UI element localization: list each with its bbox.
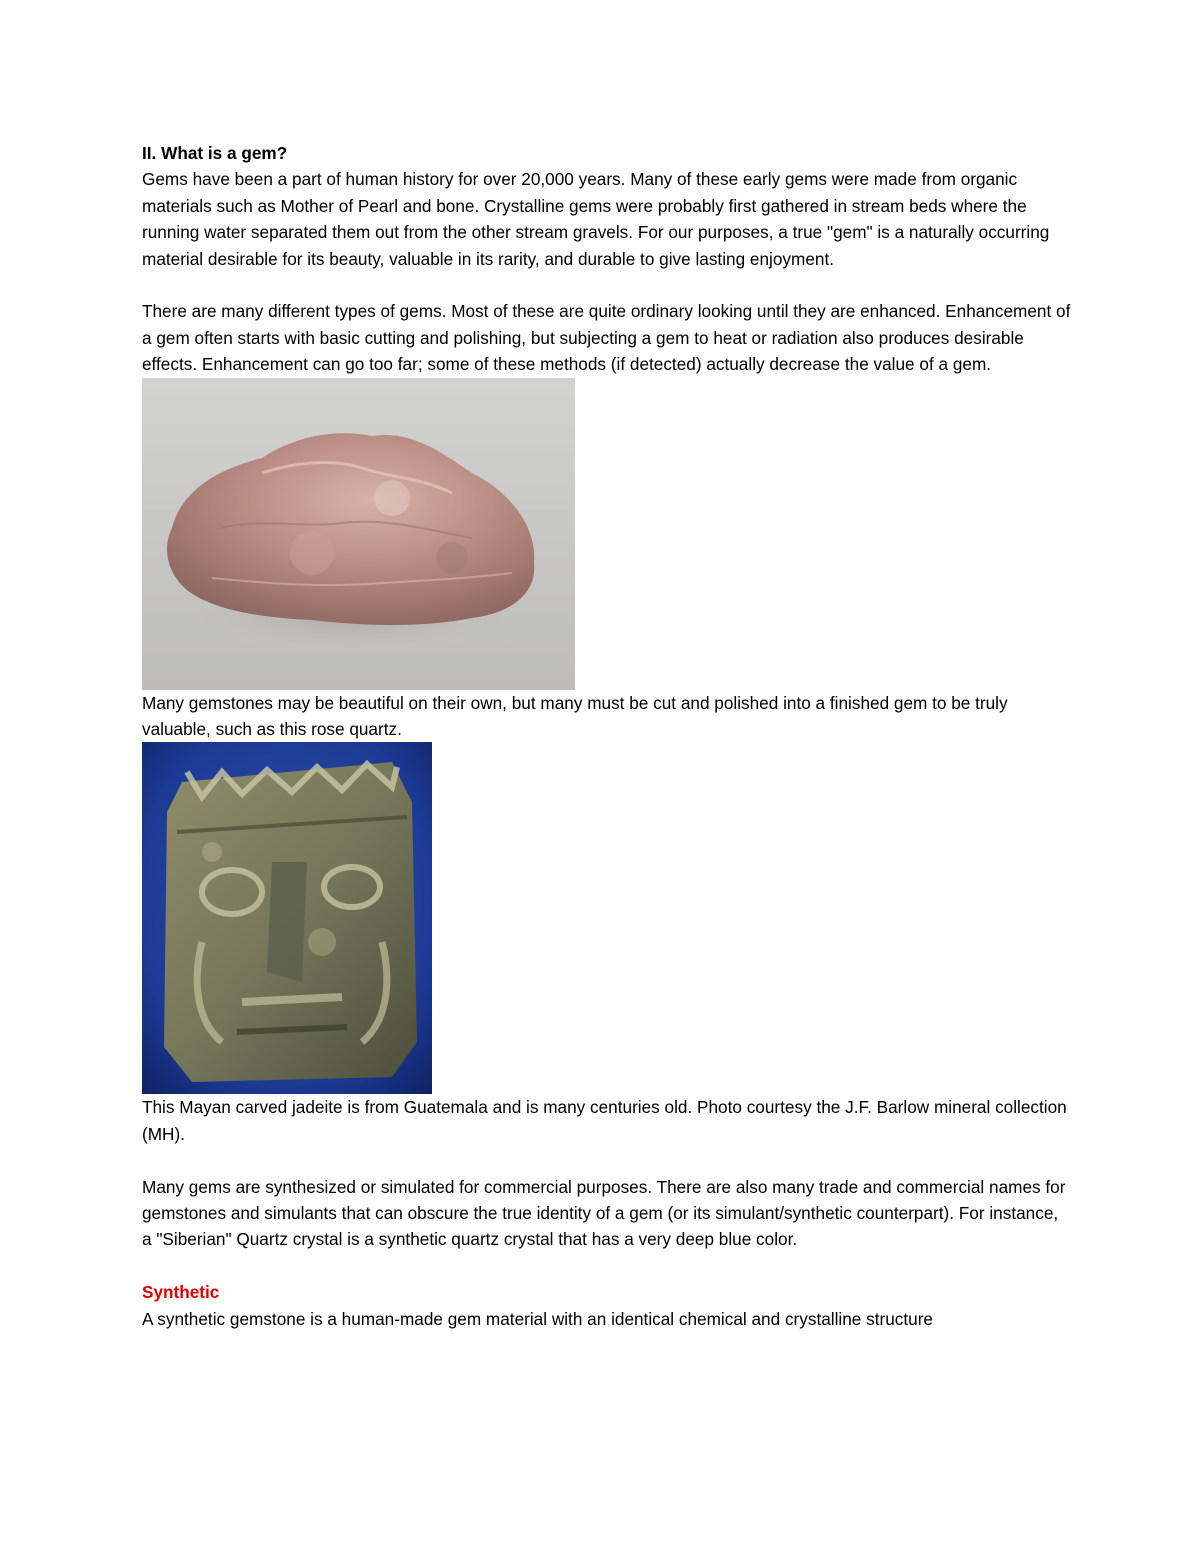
- document-page: [142, 140, 1072, 1332]
- paragraph-gap: [142, 272, 1072, 298]
- synthetic-heading: Synthetic: [142, 1282, 220, 1303]
- synthetic-paragraph: A synthetic gemstone is a human-made gem material with an identical chemical and crystalline structure: [142, 1308, 933, 1329]
- paragraph-gap: [142, 1147, 1072, 1173]
- rose-quartz-photo: [142, 378, 1072, 690]
- rose-quartz-image: [142, 378, 575, 690]
- section-heading: II. What is a gem?: [142, 143, 288, 163]
- enhancement-paragraph: There are many different types of gems. Most of these are quite ordinary looking until they are enhanced. Enhancement of a gem often starts with basic cutting and polishing, but subjecting a gem to heat or radiation also produces desirable effects. Enhancement can go too far; some of these methods (if detected) actually decrease the value of a gem.: [142, 301, 1071, 375]
- jadeite-image: [142, 742, 432, 1094]
- paragraph-gap: [142, 1253, 1072, 1279]
- rose-quartz-caption: Many gemstones may be beautiful on their own, but many must be cut and polished into a finished gem to be truly valuable, such as this rose quartz.: [142, 692, 1008, 740]
- jadeite-caption: This Mayan carved jadeite is from Guatemala and is many centuries old. Photo courtesy the J.F. Barlow mineral collection (MH).: [142, 1097, 1067, 1144]
- synthetic-intro-paragraph: Many gems are synthesized or simulated for commercial purposes. There are also many trade and commercial names for gemstones and simulants that can obscure the true identity of a gem (or its simulant/synthetic counterpart). For instance, a "Siberian" Quartz crystal is a synthetic quartz crystal that has a very deep blue color.: [142, 1176, 1066, 1250]
- intro-paragraph: Gems have been a part of human history for over 20,000 years. Many of these early gems were made from organic materials such as Mother of Pearl and bone. Crystalline gems were probably first gathered in stream beds where the running water separated them out from the other stream gravels. For our purposes, a true "gem" is a naturally occurring material desirable for its beauty, valuable in its rarity, and durable to give lasting enjoyment.: [142, 169, 1050, 269]
- jadeite-photo: [142, 742, 1072, 1094]
